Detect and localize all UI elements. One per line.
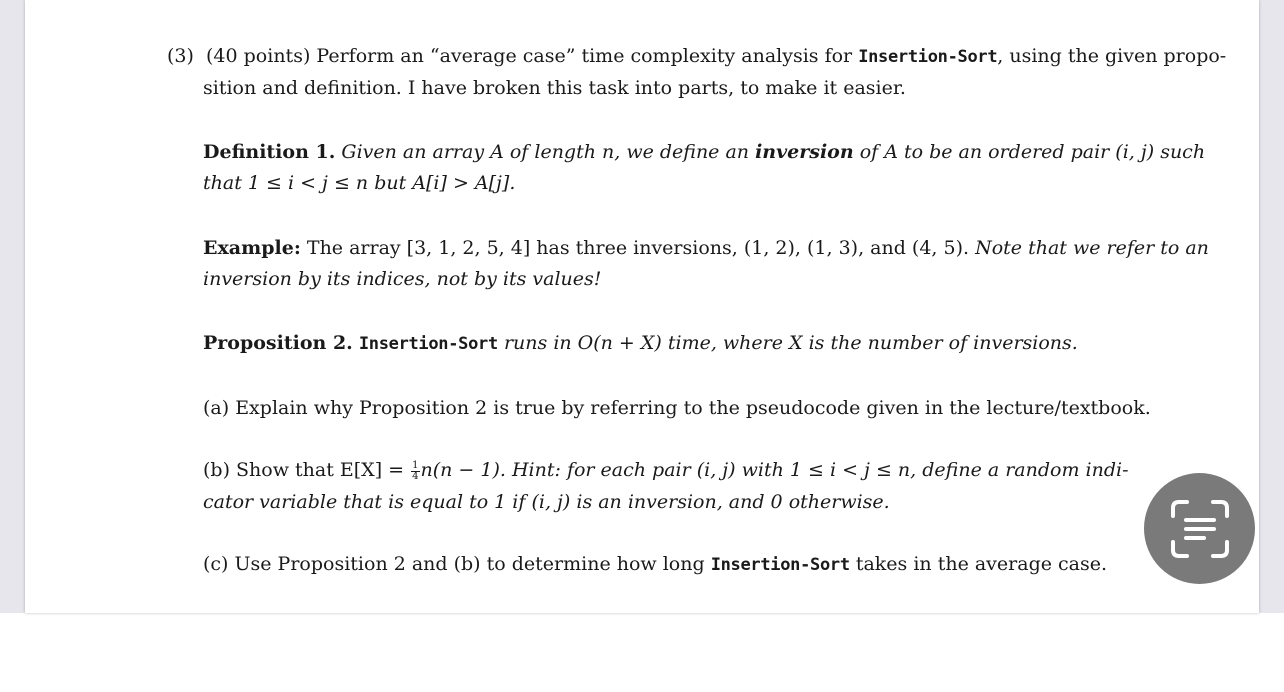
example-line-1 [203,236,1209,260]
problem-intro-a: Perform an “average case” time complexity analysis for [316,45,853,67]
problem-line-2: sition and definition. I have broken this task into parts, to make it easier. [203,77,906,99]
document-page [25,0,1259,613]
part-c-suffix: takes in the average case. [855,553,1108,575]
example-label: Example: [203,237,301,259]
problem-points: (40 points) [206,45,311,67]
proposition-line [203,331,1078,356]
proposition-text: runs in O(n + X) time, where X is the number of inversions. [503,332,1078,354]
problem-line-1 [167,44,1226,69]
definition-line-2: that 1 ≤ i < j ≤ n but A[i] > A[j]. [203,172,516,194]
definition-text-a: Given an array A of length n, we define an [341,141,750,163]
example-text: The array [3, 1, 2, 5, 4] has three inversions, (1, 2), (1, 3), and (4, 5). [306,237,970,259]
part-b-hint: Hint: for each pair (i, j) with 1 ≤ i < j ≤ n, define a random indi- [511,459,1129,481]
fraction-one-quarter: $\frac{1}{4}$ [412,459,419,482]
example-line-2: inversion by its indices, not by its values! [203,268,602,290]
part-b-line-2: cator variable that is equal to 1 if (i, j) is an inversion, and 0 otherwise. [203,491,890,513]
definition-term: inversion [755,141,854,163]
definition-label: Definition 1. [203,141,336,163]
text-scan-icon [1169,498,1231,560]
text-scan-button[interactable] [1144,473,1255,584]
part-b-prefix: (b) Show that E[X] = [203,459,405,481]
part-c [203,552,1107,577]
part-a: (a) Explain why Proposition 2 is true by referring to the pseudocode given in the lecture/textbook. [203,397,1151,419]
problem-intro-b: , using the given propo- [997,45,1227,67]
code-insertion-sort: Insertion-Sort [858,47,998,67]
part-b-line-1 [203,458,1129,482]
code-insertion-sort: Insertion-Sort [358,334,498,354]
proposition-label: Proposition 2. [203,332,353,354]
part-c-prefix: (c) Use Proposition 2 and (b) to determine how long [203,553,705,575]
problem-number: (3) [167,45,194,67]
example-note: Note that we refer to an [975,237,1209,259]
definition-text-b: of A to be an ordered pair (i, j) such [859,141,1206,163]
code-insertion-sort: Insertion-Sort [710,555,850,575]
definition-line-1 [203,140,1205,164]
part-b-expr: n(n − 1). [420,459,506,481]
